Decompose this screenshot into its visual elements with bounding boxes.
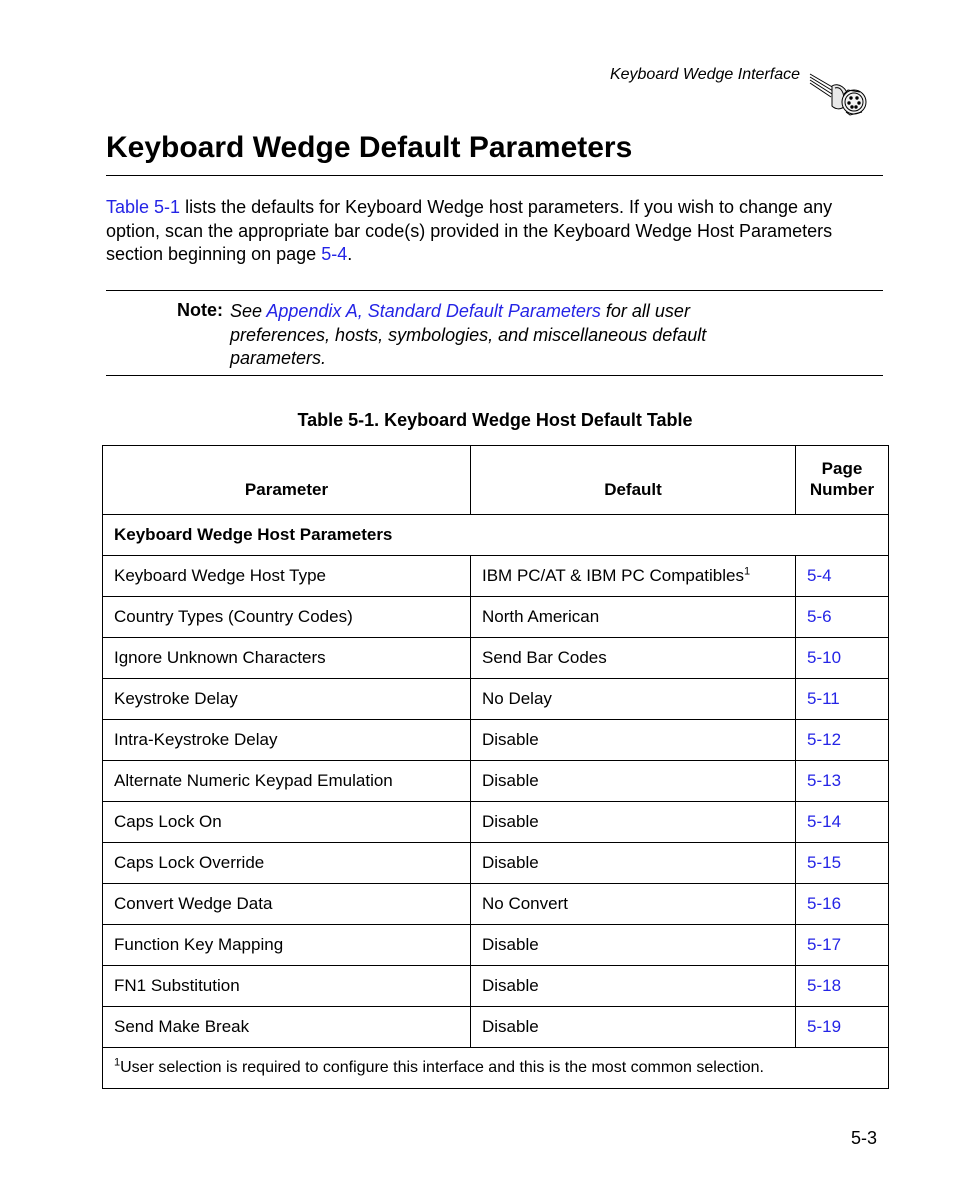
header-parameter: Parameter	[103, 446, 471, 515]
header-page-number: Page Number	[796, 446, 889, 515]
default-cell: Send Bar Codes	[471, 638, 796, 679]
page-link[interactable]: 5-6	[807, 607, 832, 626]
parameter-cell: Send Make Break	[103, 1007, 471, 1048]
table-row	[103, 761, 889, 802]
page-cell	[796, 966, 889, 1007]
intro-paragraph	[106, 196, 891, 267]
defaults-table	[102, 445, 889, 1089]
header-default: Default	[471, 446, 796, 515]
page-link[interactable]: 5-19	[807, 1017, 842, 1036]
page-link[interactable]: 5-16	[807, 894, 842, 913]
page-link[interactable]: 5-12	[807, 730, 842, 749]
table-row	[103, 843, 889, 884]
section-row	[103, 515, 889, 556]
default-cell: Disable	[471, 720, 796, 761]
default-cell: Disable	[471, 761, 796, 802]
note-bottom-rule	[106, 375, 883, 376]
default-cell: Disable	[471, 843, 796, 884]
table-xref-link[interactable]: Table 5-1	[106, 197, 181, 217]
page-cell	[796, 843, 889, 884]
parameter-cell: Intra-Keystroke Delay	[103, 720, 471, 761]
table-footnote: $^1$User selection is required to configure this interface and this is the most common selection.	[103, 1048, 889, 1089]
note-label: Note:	[177, 300, 223, 320]
default-cell: IBM PC/AT & IBM PC Compatibles$^1$	[471, 556, 796, 597]
parameter-cell: Convert Wedge Data	[103, 884, 471, 925]
default-cell: North American	[471, 597, 796, 638]
table-caption: Table 5-1. Keyboard Wedge Host Default Table	[297, 410, 693, 430]
parameter-cell: Ignore Unknown Characters	[103, 638, 471, 679]
parameter-cell: Function Key Mapping	[103, 925, 471, 966]
footnote-row	[103, 1048, 889, 1089]
default-cell: No Convert	[471, 884, 796, 925]
page-link[interactable]: 5-10	[807, 648, 842, 667]
page-link[interactable]: 5-17	[807, 935, 842, 954]
footnote-marker: 1	[744, 565, 751, 578]
default-cell: Disable	[471, 1007, 796, 1048]
table-row	[103, 802, 889, 843]
page-cell	[796, 679, 889, 720]
page-cell	[796, 802, 889, 843]
page-link[interactable]: 5-18	[807, 976, 842, 995]
page-number: 5-3	[850, 1128, 877, 1148]
page-link[interactable]: 5-11	[807, 689, 840, 708]
parameter-cell: Keystroke Delay	[103, 679, 471, 720]
parameter-cell: Caps Lock On	[103, 802, 471, 843]
page-cell	[796, 638, 889, 679]
table-row	[103, 720, 889, 761]
title-rule	[106, 175, 883, 176]
parameter-cell: FN1 Substitution	[103, 966, 471, 1007]
table-row	[103, 925, 889, 966]
parameter-cell: Country Types (Country Codes)	[103, 597, 471, 638]
keyboard-connector-icon	[808, 68, 872, 124]
page-link[interactable]: 5-15	[807, 853, 842, 872]
table-row	[103, 638, 889, 679]
page-link[interactable]: 5-4	[807, 566, 832, 585]
running-header: Keyboard Wedge Interface	[609, 66, 800, 83]
parameter-cell: Keyboard Wedge Host Type	[103, 556, 471, 597]
page-xref-link[interactable]: 5-4	[321, 244, 348, 264]
note-text: See Appendix A, Standard Default Parameters for all user preferences, hosts, symbologies, and miscellaneous default parameters.	[230, 301, 707, 368]
page-link[interactable]: 5-13	[807, 771, 842, 790]
page-cell	[796, 1007, 889, 1048]
page-cell	[796, 720, 889, 761]
page-cell	[796, 884, 889, 925]
page-link[interactable]: 5-14	[807, 812, 842, 831]
table-row	[103, 556, 889, 597]
table-header-row	[103, 446, 889, 515]
note-top-rule	[106, 290, 883, 291]
page-cell	[796, 597, 889, 638]
appendix-xref-link[interactable]: Appendix A, Standard Default Parameters	[266, 301, 601, 321]
intro-text-end: .	[347, 244, 353, 264]
page-cell	[796, 925, 889, 966]
table-row	[103, 884, 889, 925]
table-row	[103, 679, 889, 720]
table-row	[103, 1007, 889, 1048]
default-cell: Disable	[471, 966, 796, 1007]
default-cell: Disable	[471, 802, 796, 843]
parameter-cell: Alternate Numeric Keypad Emulation	[103, 761, 471, 802]
default-cell: No Delay	[471, 679, 796, 720]
page-cell	[796, 761, 889, 802]
intro-text: lists the defaults for Keyboard Wedge host parameters. If you wish to change any option, scan the appropriate bar code(s) provided in the Keyboard Wedge Host Parameters section beginning on page	[106, 197, 833, 264]
parameter-cell: Caps Lock Override	[103, 843, 471, 884]
default-cell: Disable	[471, 925, 796, 966]
section-heading: Keyboard Wedge Host Parameters	[103, 515, 889, 556]
page-title: Keyboard Wedge Default Parameters	[106, 131, 633, 164]
page-cell	[796, 556, 889, 597]
table-row	[103, 597, 889, 638]
table-row	[103, 966, 889, 1007]
